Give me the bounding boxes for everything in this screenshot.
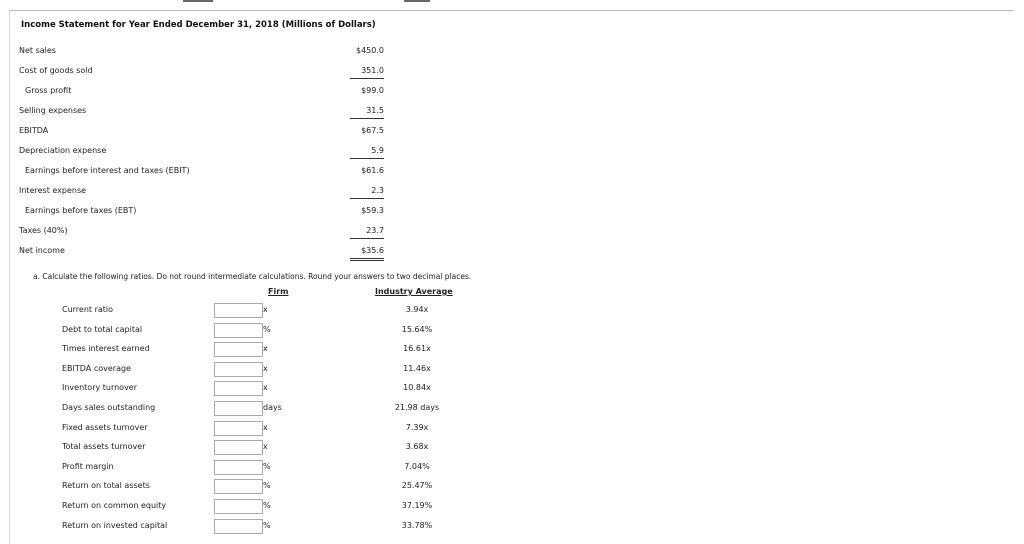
ratio-unit: x [263,422,268,432]
firm-ratio-input[interactable] [214,499,263,514]
statement-row [0,106,400,126]
industry-average-value: 15.64% [401,324,433,334]
industry-average-value: 33.78% [401,520,433,530]
statement-title: Income Statement for Year Ended December 31, 2018 (Millions of Dollars) [21,20,376,30]
ratio-row [0,303,560,321]
statement-row-value: $59.3 [361,206,384,215]
statement-row-label: Depreciation expense [19,146,107,155]
ratio-row [0,421,560,439]
statement-row-label: Net sales [19,46,56,55]
ratio-row [0,519,560,537]
statement-row-value: 351.0 [350,66,384,79]
statement-row-label: Interest expense [19,186,87,195]
ratio-label: Return on total assets [62,481,150,491]
firm-ratio-input[interactable] [214,440,263,455]
industry-average-value: 3.68x [405,442,429,452]
ratio-row [0,401,560,419]
ratio-row [0,323,560,341]
ratio-unit: x [263,442,268,452]
statement-row-label: Earnings before taxes (EBT) [25,206,137,215]
firm-ratio-input[interactable] [214,519,263,534]
statement-row-value: 23.7 [350,226,384,239]
firm-ratio-input[interactable] [214,479,263,494]
ratio-unit: days [263,403,282,412]
statement-row-value: $35.6 [350,246,384,261]
firm-ratio-input[interactable] [214,421,263,436]
industry-average-header: Industry Average [375,287,453,296]
industry-average-value: 11.46x [403,363,431,373]
ratio-row [0,342,560,360]
firm-ratio-input[interactable] [214,381,263,396]
statement-row [0,226,400,246]
firm-ratio-input[interactable] [214,303,263,318]
ratio-row [0,499,560,517]
statement-row [0,246,400,266]
ratio-row [0,362,560,380]
top-divider-right [404,0,430,2]
industry-average-value: 25.47% [401,481,433,491]
statement-row-value: 31.5 [350,106,384,119]
industry-average-value: 16.61x [403,344,431,354]
firm-ratio-input[interactable] [214,323,263,338]
ratio-label: Days sales outstanding [62,403,156,412]
ratio-unit: % [263,481,271,491]
statement-row-label: Cost of goods sold [19,66,93,75]
statement-row [0,146,400,166]
statement-row-label: Net income [19,246,65,255]
ratio-label: Debt to total capital [62,324,143,334]
statement-row-value: $61.6 [361,166,384,175]
statement-row [0,46,400,66]
statement-row [0,86,400,106]
statement-row-value: $99.0 [361,86,384,95]
ratio-unit: % [263,461,271,471]
statement-row-value: 2.3 [350,186,384,199]
firm-ratio-input[interactable] [214,460,263,475]
industry-average-value: 7.39x [405,422,429,432]
ratio-label: Profit margin [62,461,114,471]
statement-row-label: Gross profit [25,86,72,95]
question-instruction: a. Calculate the following ratios. Do not round intermediate calculations. Round your answers to two decimal places. [33,272,472,281]
industry-average-value: 21.98 days [394,403,440,412]
ratio-unit: % [263,520,271,530]
ratio-row [0,479,560,497]
ratio-unit: % [263,324,271,334]
ratio-label: Current ratio [62,305,114,314]
ratio-label: EBITDA coverage [62,363,131,373]
ratio-label: Inventory turnover [62,383,138,393]
industry-average-value: 37.19% [401,501,433,510]
industry-average-value: 7.04% [404,461,430,471]
statement-row-value: 5.9 [350,146,384,159]
ratio-label: Fixed assets turnover [62,422,148,432]
ratio-label: Times interest earned [62,344,150,354]
firm-ratio-input[interactable] [214,342,263,357]
statement-row [0,126,400,146]
top-divider-left [183,0,213,2]
industry-average-value: 3.94x [405,305,429,314]
statement-row-label: Selling expenses [19,106,87,115]
ratio-label: Return on common equity [62,501,167,510]
ratio-unit: % [263,501,271,510]
statement-row [0,66,400,86]
statement-row [0,166,400,186]
ratio-row [0,440,560,458]
statement-row-value: $450.0 [356,46,384,55]
firm-ratio-input[interactable] [214,362,263,377]
statement-row-value: $67.5 [361,126,384,135]
ratio-row [0,460,560,478]
statement-row-label: EBITDA [19,126,49,135]
statement-row [0,206,400,226]
ratio-unit: x [263,344,268,354]
ratio-unit: x [263,363,268,373]
ratio-unit: x [263,383,268,393]
firm-column-header: Firm [268,287,289,296]
ratio-label: Total assets turnover [62,442,146,452]
firm-ratio-input[interactable] [214,401,263,416]
ratio-row [0,381,560,399]
industry-average-value: 10.84x [403,383,431,393]
statement-row-label: Taxes (40%) [19,226,68,235]
ratio-unit: x [263,305,268,314]
statement-row [0,186,400,206]
ratio-label: Return on invested capital [62,520,168,530]
statement-row-label: Earnings before interest and taxes (EBIT) [25,166,190,175]
